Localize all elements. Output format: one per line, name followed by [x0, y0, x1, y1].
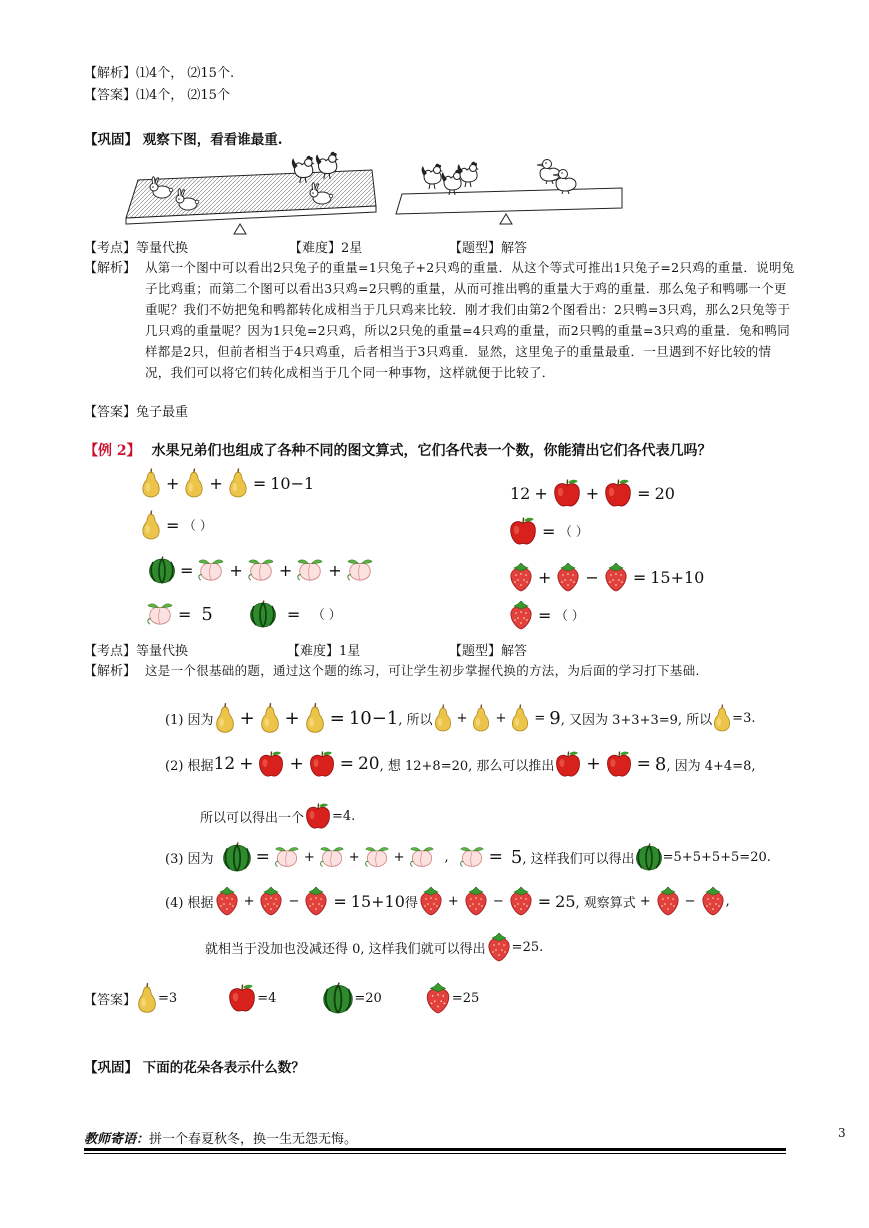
equals: =: [637, 483, 651, 503]
tixing-1: [449, 237, 527, 256]
analysis2-text: 这是一个很基础的题，通过这个题的练习，可让学生初步掌握代换的方法，为后面的学习打下基础.: [145, 663, 700, 678]
equals: =: [538, 605, 552, 625]
eq-value: 5: [201, 603, 213, 625]
footer-rule: [84, 1148, 786, 1151]
watermelon-icon: [249, 600, 277, 628]
nandu-tag: 【难度】: [287, 644, 340, 659]
balance-figure-2: [390, 148, 630, 240]
step-text: =3.: [732, 710, 756, 726]
step-text: , 又因为 3+3+3=9, 所以: [560, 712, 713, 728]
footer-rule-thin: [84, 1153, 786, 1154]
apple-icon: [508, 516, 538, 546]
answer-pear: =3: [158, 990, 178, 1006]
answer2-tag: 【答案】: [84, 992, 137, 1008]
equals: =: [178, 604, 192, 624]
eq-pear-blank: [140, 510, 212, 540]
strawberry-icon: [655, 886, 681, 916]
answer-strawberry: =25: [451, 990, 480, 1006]
peach-icon: [274, 845, 300, 869]
equals: =: [252, 473, 267, 493]
analysis1-text: 从第一个图中可以看出2只兔子的重量=1只兔子+2只鸡的重量．从这个等式可推出1只兔子=2只鸡的重量．说明兔子比鸡重；而第二个图可以看出3只鸡=2只鸭的重量，从而可推出鸭的重量大于鸡的重量．那么兔子和鸭哪一个更重呢？我们不妨把兔和鸭都转化成相当于几只鸡来比较．刚才我们由第2个图看出：2只鸭=3只鸡，那么2只兔等于几只鸡的重量呢？因为1只兔=2只鸡，所以2只兔的重量=4只鸡的重量，而2只鸭的重量=3只鸡的重量．兔和鸭同样都是2只，但前者相当于4只鸡重，后者相当于3只鸡重．显然，这里兔子的重量最重．一旦遇到不好比较的情况，我们可以将它们转化成相当于几个同一种事物，这样就便于比较了．: [145, 260, 795, 380]
plus: +: [495, 710, 507, 726]
top-answer: 【答案】⑴4个， ⑵15个: [84, 88, 230, 103]
step-value: 10−1: [348, 707, 399, 729]
equals: =: [180, 560, 194, 580]
step-text: (2) 根据: [165, 758, 214, 774]
apple-icon: [304, 802, 332, 830]
pear-icon: [136, 982, 158, 1014]
plus: +: [328, 560, 342, 580]
watermelon-icon: [148, 556, 176, 584]
plus: +: [534, 483, 548, 503]
gonggu-heading: [84, 128, 282, 148]
example2-tag: 【例 2】: [84, 443, 141, 459]
plus: +: [239, 707, 255, 729]
blank: （ ）: [312, 607, 342, 622]
pear-icon: [304, 702, 326, 734]
plus: +: [585, 483, 600, 503]
gonggu-title: 观察下图，看看谁最重.: [142, 132, 283, 148]
blank: （ ）: [555, 608, 585, 623]
pear-icon: [227, 468, 249, 498]
step-value: 25: [555, 891, 576, 911]
minus: −: [492, 893, 504, 909]
step-text: , 因为 4+4=8,: [666, 758, 756, 774]
answer-apple: =4: [257, 990, 277, 1006]
equals: =: [537, 891, 552, 911]
step-text: (4) 根据: [165, 895, 214, 911]
watermelon-icon: [222, 842, 252, 872]
equals: =: [333, 891, 347, 911]
kaodian-tag: 【考点】: [84, 241, 137, 256]
step-text: , 想 12+8=20, 那么可以推出: [379, 758, 555, 774]
apple-icon: [257, 750, 285, 778]
plus: +: [393, 849, 405, 865]
equals: =: [166, 515, 180, 535]
plus: +: [456, 710, 468, 726]
peach-icon: [459, 845, 485, 869]
equals: =: [488, 847, 503, 867]
analysis2-tag: 【解析】: [84, 664, 137, 679]
plus: +: [243, 893, 255, 909]
step-value: 5: [510, 846, 523, 868]
pear-icon: [183, 468, 205, 498]
example2-title: 水果兄弟们也组成了各种不同的图文算式，它们各代表一个数，你能猜出它们各代表几吗？: [151, 443, 712, 459]
plus: +: [166, 473, 180, 493]
gonggu2-title: 下面的花朵各表示什么数？: [142, 1060, 305, 1076]
step-text: , 这样我们可以得出: [522, 851, 635, 867]
tixing-value: 解答: [501, 241, 528, 256]
step-text: =4.: [332, 808, 356, 824]
blank: （ ）: [559, 524, 589, 539]
step-value: 9: [549, 707, 561, 729]
step-text: 所以可以得出一个: [200, 810, 305, 826]
plus: +: [303, 849, 315, 865]
pear-icon: [471, 704, 491, 732]
equals: =: [329, 707, 345, 729]
blank: （ ）: [183, 518, 213, 533]
pear-icon: [140, 468, 162, 498]
equals: =: [542, 521, 556, 541]
apple-icon: [554, 750, 582, 778]
step-text: , 所以: [398, 712, 433, 728]
plus: +: [284, 707, 300, 729]
nandu-value: 2星: [341, 241, 363, 256]
meta-row-1: [84, 237, 188, 256]
equals: =: [534, 710, 546, 726]
strawberry-icon: [418, 886, 444, 916]
peach-icon: [296, 558, 324, 582]
tixing-tag: 【题型】: [449, 644, 502, 659]
step-3: (3) 因为 = + + + , = 5 , 这样我们可以得出 =5+5+5+5=20.: [165, 842, 771, 872]
step-2: [165, 750, 756, 778]
equals: =: [339, 754, 354, 774]
step-text: (1) 因为: [165, 712, 214, 728]
answer1-text: 兔子最重: [136, 405, 189, 420]
nandu-2: [287, 640, 360, 659]
gonggu2-heading: [84, 1056, 305, 1076]
pear-icon: [140, 510, 162, 540]
apple-icon: [605, 750, 633, 778]
step-text: =5+5+5+5=20.: [662, 849, 771, 865]
equals: =: [632, 567, 647, 587]
step-value: 12: [213, 754, 236, 774]
plus: +: [586, 754, 601, 774]
peach-icon: [346, 558, 374, 582]
pear-icon: [259, 702, 281, 734]
pear-icon: [433, 704, 453, 732]
top-analysis: 【解析】⑴4个， ⑵15个.: [84, 66, 235, 81]
answer-melon: =20: [354, 990, 382, 1006]
nandu-value: 1星: [339, 644, 361, 659]
eq-apple-sum: [510, 478, 675, 508]
example2-heading: [84, 440, 712, 460]
apple-icon: [603, 478, 633, 508]
pear-icon: [712, 703, 732, 733]
plus: +: [239, 754, 254, 774]
plus: +: [289, 754, 304, 774]
eq-value: 12: [510, 483, 531, 503]
eq-value: 15+10: [650, 567, 705, 587]
nandu-1: [289, 237, 362, 256]
eq-melon-peach: [148, 556, 374, 584]
eq-pear-sum: [140, 468, 314, 498]
step-4: (4) 根据 + − = 15+10 得 + − = 25 , 观察算式 + − ,: [165, 886, 730, 916]
strawberry-icon: [508, 886, 534, 916]
kaodian-value: 等量代换: [136, 644, 189, 659]
kaodian-value: 等量代换: [136, 241, 189, 256]
minus: −: [288, 893, 300, 909]
equals: =: [255, 847, 270, 867]
plus: +: [278, 560, 293, 580]
minus: −: [684, 893, 696, 909]
apple-icon: [552, 478, 582, 508]
kaodian-tag: 【考点】: [84, 644, 137, 659]
peach-icon: [364, 845, 390, 869]
step-text: =25.: [511, 939, 544, 955]
watermelon-icon: [635, 843, 663, 871]
step-1: [165, 702, 755, 734]
step-text: (3) 因为: [165, 851, 214, 867]
tixing-2: [449, 640, 527, 659]
eq-strawberry-blank: [508, 600, 584, 630]
peach-icon: [319, 845, 345, 869]
plus: +: [538, 567, 552, 587]
strawberry-icon: [303, 886, 329, 916]
strawberry-icon: [463, 886, 489, 916]
plus: +: [229, 560, 243, 580]
strawberry-icon: [603, 562, 629, 592]
answer1-tag: 【答案】: [84, 405, 137, 420]
step-text: 得: [404, 895, 418, 911]
minus: −: [585, 567, 599, 587]
balance-figure-1: [120, 148, 380, 240]
apple-icon: [308, 750, 336, 778]
eq-apple-blank: [508, 516, 588, 546]
peach-icon: [409, 845, 435, 869]
footer-text: 拼一个春夏秋冬，换一生无怨无悔。: [149, 1132, 358, 1147]
step-2-cont: [200, 802, 355, 830]
step-text: 就相当于没加也没减还得 0, 这样我们就可以得出: [205, 941, 486, 957]
equals: =: [286, 604, 301, 624]
step-value: 8: [654, 753, 667, 775]
eq-strawberry: [508, 562, 704, 592]
step-4-cont: [205, 932, 543, 962]
watermelon-icon: [322, 982, 354, 1014]
answer2: [84, 982, 479, 1014]
plus: +: [447, 893, 459, 909]
eq-value: 20: [654, 483, 675, 503]
pear-icon: [214, 702, 236, 734]
strawberry-icon: [508, 562, 534, 592]
peach-icon: [146, 602, 174, 626]
strawberry-icon: [424, 982, 452, 1014]
strawberry-icon: [555, 562, 581, 592]
gonggu-tag: 【巩固】: [84, 132, 138, 148]
page-number: 3: [838, 1126, 846, 1140]
tixing-tag: 【题型】: [449, 241, 502, 256]
meta-row-2: [84, 640, 188, 659]
pear-icon: [510, 704, 530, 732]
strawberry-icon: [258, 886, 284, 916]
nandu-tag: 【难度】: [289, 241, 342, 256]
footer-label: 教师寄语：: [84, 1132, 150, 1147]
peach-icon: [247, 558, 275, 582]
strawberry-icon: [486, 932, 512, 962]
plus: +: [348, 849, 360, 865]
strawberry-icon: [214, 886, 240, 916]
strawberry-icon: [700, 886, 726, 916]
answer1: [84, 401, 188, 420]
apple-icon: [227, 983, 257, 1013]
eq-value: 10−1: [270, 473, 315, 493]
gonggu2-tag: 【巩固】: [84, 1060, 138, 1076]
plus: +: [209, 473, 223, 493]
plus: +: [639, 893, 651, 909]
strawberry-icon: [508, 600, 534, 630]
equals: =: [636, 754, 651, 774]
eq-peach-melon: [146, 600, 341, 628]
peach-icon: [197, 558, 225, 582]
step-value: 15+10: [350, 891, 405, 911]
footer-quote: [84, 1128, 357, 1147]
tixing-value: 解答: [501, 644, 528, 659]
analysis1-tag: 【解析】: [84, 261, 137, 276]
step-text: , 观察算式: [575, 895, 636, 911]
step-value: 20: [357, 754, 380, 774]
